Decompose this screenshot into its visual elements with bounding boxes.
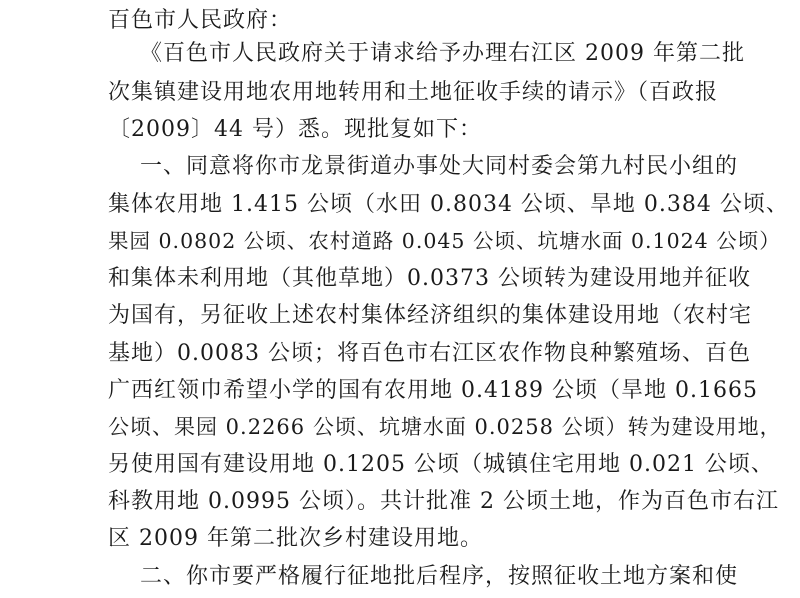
addressee-line: 百色市人民政府：: [108, 8, 293, 33]
text-line: 集体农用地 1.415 公顷（水田 0.8034 公顷、旱地 0.384 公顷、: [108, 192, 789, 217]
text-line: 〔2009〕44 号）悉。现批复如下：: [108, 117, 482, 142]
text-line: 次集镇建设用地农用地转用和土地征收手续的请示》（百政报: [108, 80, 719, 105]
text-line: 公顷、果园 0.2266 公顷、坑塘水面 0.0258 公顷）转为建设用地，: [108, 415, 782, 439]
text-line: 区 2009 年第二批次乡村建设用地。: [108, 526, 483, 551]
text-line: 另使用国有建设用地 0.1205 公顷（城镇住宅用地 0.021 公顷、: [108, 452, 774, 477]
text-line: 果园 0.0802 公顷、农村道路 0.045 公顷、坑塘水面 0.1024 公顷）: [108, 229, 781, 253]
text-line: 科教用地 0.0995 公顷）。共计批准 2 公顷土地，作为百色市右江: [108, 489, 779, 514]
text-line: 二、你市要严格履行征地批后程序，按照征收土地方案和使: [140, 564, 739, 589]
text-line: 基地）0.0083 公顷；将百色市右江区农作物良种繁殖场、百色: [108, 341, 751, 366]
text-line: 广西红领巾希望小学的国有农用地 0.4189 公顷（旱地 0.1665: [108, 378, 758, 403]
text-line: 和集体未利用地（其他草地）0.0373 公顷转为建设用地并征收: [108, 266, 751, 291]
text-line: 一、同意将你市龙景街道办事处大同村委会第九村民小组的: [140, 154, 739, 179]
text-line: 为国有，另征收上述农村集体经济组织的集体建设用地（农村宅: [108, 303, 753, 328]
text-line: 《百色市人民政府关于请求给予办理右江区 2009 年第二批: [140, 41, 745, 66]
